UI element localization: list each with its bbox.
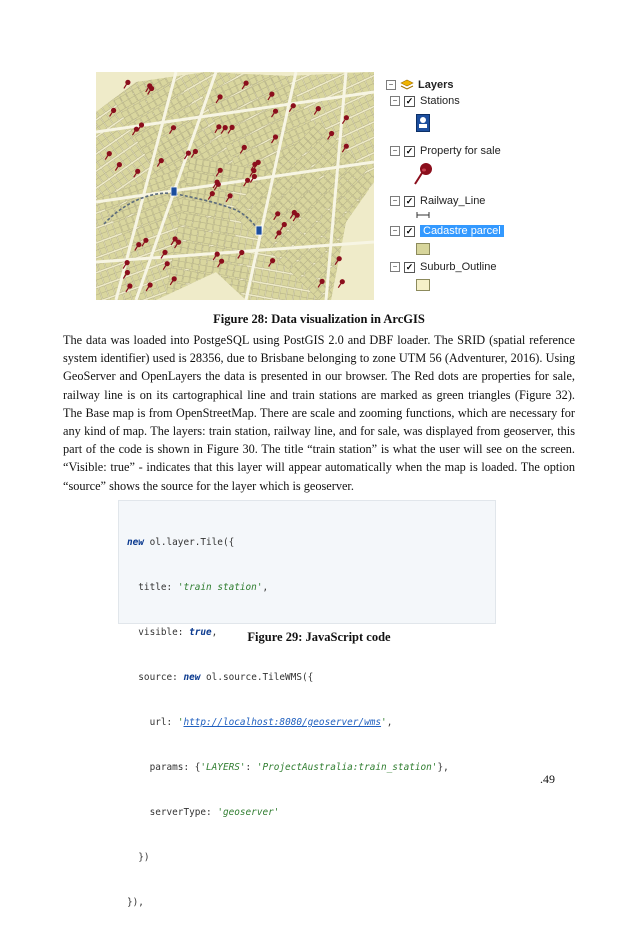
cadastre-parcel bbox=[279, 293, 286, 300]
minus-box-icon[interactable]: − bbox=[390, 146, 400, 156]
code-text: }), bbox=[127, 897, 144, 908]
code-string: 'LAYERS' bbox=[200, 762, 245, 773]
checkmark-icon[interactable]: ✓ bbox=[404, 146, 415, 157]
code-text: visible: bbox=[127, 627, 189, 638]
map-canvas bbox=[96, 72, 374, 300]
cadastre-parcel bbox=[192, 221, 199, 228]
code-text: source: bbox=[127, 672, 183, 683]
checkmark-icon[interactable]: ✓ bbox=[404, 96, 415, 107]
cadastre-parcel bbox=[222, 212, 229, 219]
cadastre-parcel bbox=[288, 281, 295, 288]
cadastre-parcel bbox=[183, 234, 190, 241]
cadastre-parcel bbox=[209, 210, 216, 217]
cadastre-parcel bbox=[218, 197, 225, 204]
cadastre-parcel bbox=[223, 169, 230, 176]
code-line bbox=[127, 895, 495, 910]
body-paragraph bbox=[63, 331, 575, 495]
code-string: 'geoserver' bbox=[217, 807, 279, 818]
cadastre-parcel bbox=[270, 263, 277, 270]
code-text: , bbox=[387, 717, 393, 728]
code-line bbox=[127, 535, 495, 550]
cadastre-parcel bbox=[181, 205, 188, 212]
code-text: ol.layer.Tile({ bbox=[144, 537, 234, 548]
cadastre-fill-swatch bbox=[416, 243, 430, 255]
cadastre-parcel bbox=[234, 228, 241, 235]
cadastre-parcel bbox=[183, 276, 190, 283]
cadastre-parcel bbox=[215, 211, 222, 218]
layers-stack-icon bbox=[400, 79, 414, 91]
layers-panel bbox=[386, 72, 544, 300]
checkmark-icon[interactable]: ✓ bbox=[404, 196, 415, 207]
cadastre-parcel bbox=[185, 220, 192, 227]
code-text: serverType: bbox=[127, 807, 217, 818]
paragraph-text: The data was loaded into PostgeSQL using PostGIS 2.0 and DBF loader. The SRID (spatial reference system identifier) used is 28356, due to Brisbane belonging to zone UTM 56 (Adventurer, 2016). Using GeoServer and OpenLayers the data is presented in our browser. The Red dots are properties for sale, railway line is on its cartographical line and train stations are marked as green triangles (Figure 32). The Base map is from OpenStreetMap. There are scale and zooming functions, which are necessary for any kind of map. The layers: train station, railway line, and for sale, was displayed from geoserver, this part of the code is shown in Figure 30. The title “train station” is what the user will see on the screen. “Visible: true” - indicates that this layer will appear automatically when the map is loaded. The option “source” shows the source for the layer which is geoserver. bbox=[63, 331, 575, 495]
cadastre-parcel bbox=[265, 291, 272, 298]
cadastre-parcel bbox=[193, 178, 200, 185]
cadastre-parcel bbox=[188, 163, 195, 170]
cadastre-parcel bbox=[224, 241, 231, 248]
code-keyword: new bbox=[127, 537, 144, 548]
code-string: 'ProjectAustralia:train_station' bbox=[257, 762, 438, 773]
javascript-code-block bbox=[118, 500, 496, 624]
cadastre-parcel bbox=[199, 265, 206, 272]
cadastre-parcel bbox=[236, 257, 243, 264]
cadastre-parcel bbox=[243, 258, 250, 265]
cadastre-parcel bbox=[220, 268, 227, 275]
code-text: , bbox=[262, 582, 268, 593]
cadastre-parcel bbox=[199, 222, 206, 229]
page-number: .49 bbox=[540, 772, 555, 787]
layer-row-property-for-sale[interactable] bbox=[390, 144, 501, 158]
cadastre-parcel bbox=[202, 208, 209, 215]
code-line bbox=[127, 580, 495, 595]
station-marker bbox=[171, 187, 177, 196]
code-keyword: new bbox=[183, 672, 200, 683]
layer-row-suburb-outline[interactable] bbox=[390, 260, 496, 274]
minus-box-icon[interactable]: − bbox=[390, 196, 400, 206]
figure-28 bbox=[96, 72, 544, 302]
layer-label-stations: Stations bbox=[420, 95, 460, 107]
arcgis-map-view[interactable] bbox=[96, 72, 374, 300]
cadastre-parcel bbox=[241, 187, 248, 194]
code-text: , bbox=[212, 627, 218, 638]
layer-label-property-for-sale: Property for sale bbox=[420, 145, 501, 157]
cadastre-parcel bbox=[204, 237, 211, 244]
code-string: 'train station' bbox=[178, 582, 263, 593]
station-symbol-icon bbox=[416, 114, 430, 132]
code-text: }, bbox=[437, 762, 448, 773]
cadastre-parcel bbox=[181, 247, 188, 254]
cadastre-parcel bbox=[240, 272, 247, 279]
cadastre-parcel bbox=[282, 279, 289, 286]
cadastre-parcel bbox=[178, 261, 185, 268]
layer-label-cadastre-parcel: Cadastre parcel bbox=[420, 225, 504, 237]
minus-box-icon[interactable]: − bbox=[390, 226, 400, 236]
station-marker bbox=[256, 226, 262, 235]
code-text: params: { bbox=[127, 762, 200, 773]
cadastre-parcel bbox=[188, 206, 195, 213]
cadastre-parcel bbox=[241, 230, 248, 237]
cadastre-parcel bbox=[195, 207, 202, 214]
cadastre-parcel bbox=[231, 242, 238, 249]
cadastre-parcel bbox=[192, 264, 199, 271]
code-text: }) bbox=[127, 852, 150, 863]
cadastre-parcel bbox=[227, 227, 234, 234]
cadastre-parcel bbox=[275, 278, 282, 285]
code-string: ' bbox=[381, 717, 387, 728]
cadastre-parcel bbox=[206, 223, 213, 230]
cadastre-parcel bbox=[230, 171, 237, 178]
cadastre-parcel bbox=[256, 261, 263, 268]
cadastre-parcel bbox=[295, 282, 302, 289]
code-text: title: bbox=[127, 582, 178, 593]
cadastre-parcel bbox=[233, 271, 240, 278]
checkmark-icon[interactable]: ✓ bbox=[404, 262, 415, 273]
cadastre-parcel bbox=[237, 172, 244, 179]
layer-label-railway-line: Railway_Line bbox=[420, 195, 485, 207]
code-text: url: bbox=[127, 717, 178, 728]
code-keyword: true bbox=[189, 627, 212, 638]
cadastre-parcel bbox=[211, 238, 218, 245]
cadastre-parcel bbox=[179, 219, 186, 226]
figure-28-caption: Figure 28: Data visualization in ArcGIS bbox=[0, 312, 638, 327]
cadastre-parcel bbox=[268, 277, 275, 284]
cadastre-parcel bbox=[185, 262, 192, 269]
code-url-link[interactable]: http://localhost:8080/geoserver/wms bbox=[183, 717, 381, 728]
code-text: ol.source.TileWMS({ bbox=[200, 672, 313, 683]
cadastre-parcel bbox=[202, 166, 209, 173]
code-line bbox=[127, 715, 495, 730]
cadastre-parcel bbox=[195, 165, 202, 172]
layer-row-cadastre-parcel[interactable] bbox=[390, 224, 504, 238]
cadastre-parcel bbox=[171, 260, 178, 267]
minus-box-icon[interactable]: − bbox=[386, 80, 396, 90]
suburb-fill-swatch bbox=[416, 279, 430, 291]
railway-line-symbol-icon bbox=[416, 211, 430, 219]
cadastre-parcel bbox=[252, 288, 259, 295]
cadastre-parcel bbox=[277, 264, 284, 271]
minus-box-icon[interactable]: − bbox=[390, 262, 400, 272]
cadastre-parcel bbox=[258, 290, 265, 297]
layer-row-railway-line[interactable] bbox=[390, 194, 485, 208]
code-line bbox=[127, 805, 495, 820]
cadastre-parcel bbox=[186, 177, 193, 184]
cadastre-parcel bbox=[227, 185, 234, 192]
cadastre-parcel bbox=[238, 243, 245, 250]
checkmark-icon[interactable]: ✓ bbox=[404, 226, 415, 237]
cadastre-parcel bbox=[218, 240, 225, 247]
pushpin-icon bbox=[412, 162, 434, 186]
layers-root-row[interactable] bbox=[386, 78, 453, 92]
code-line bbox=[127, 760, 495, 775]
cadastre-parcel bbox=[234, 186, 241, 193]
cadastre-parcel bbox=[261, 276, 268, 283]
cadastre-parcel bbox=[206, 266, 213, 273]
cadastre-parcel bbox=[229, 256, 236, 263]
code-line bbox=[127, 850, 495, 865]
layer-row-stations[interactable] bbox=[390, 94, 460, 108]
cadastre-parcel bbox=[190, 235, 197, 242]
code-text: : bbox=[246, 762, 257, 773]
cadastre-parcel bbox=[220, 226, 227, 233]
layer-label-suburb-outline: Suburb_Outline bbox=[420, 261, 496, 273]
cadastre-parcel bbox=[209, 167, 216, 174]
cadastre-parcel bbox=[286, 294, 293, 300]
code-string: ' bbox=[178, 717, 184, 728]
cadastre-parcel bbox=[293, 296, 300, 300]
code-line bbox=[127, 670, 495, 685]
figure-29-caption: Figure 29: JavaScript code bbox=[0, 630, 638, 645]
layers-root-label: Layers bbox=[418, 79, 453, 91]
minus-box-icon[interactable]: − bbox=[390, 96, 400, 106]
cadastre-parcel bbox=[197, 236, 204, 243]
cadastre-parcel bbox=[238, 286, 245, 293]
cadastre-parcel bbox=[176, 275, 183, 282]
cadastre-parcel bbox=[213, 225, 220, 232]
cadastre-parcel bbox=[226, 270, 233, 277]
cadastre-parcel bbox=[272, 292, 279, 299]
cadastre-parcel bbox=[254, 275, 261, 282]
